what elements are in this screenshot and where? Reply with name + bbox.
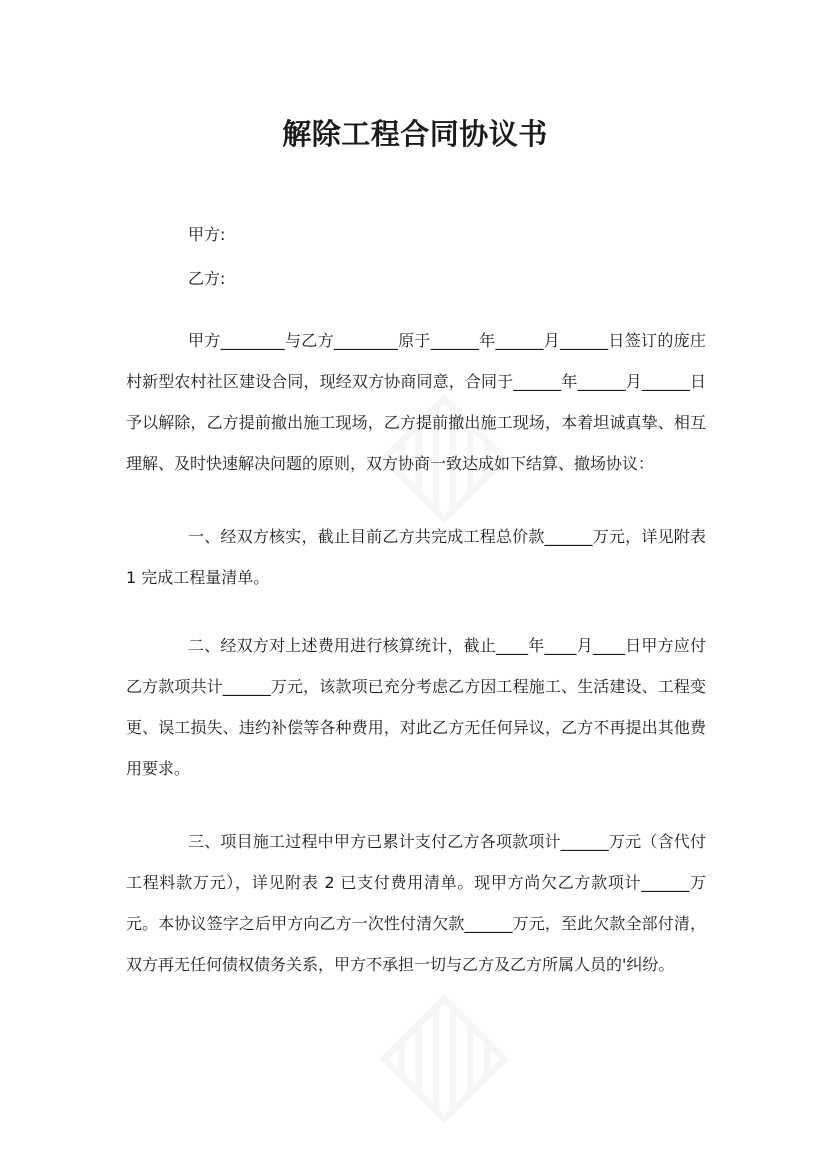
party-b-label: 乙方: [188, 269, 226, 288]
paragraph-intro: 甲方________与乙方________原于______年______月______日签订的庞庄村新型农村社区建设合同，现经双方协商同意，合同于______年______月______日予以解除，乙方提前撤出施工现场，乙方提前撤出施工现场，本着坦诚真挚、相互理解、及时快速解决问题的原则，双方协商一致达成如下结算、撤场协议： [126, 331, 706, 473]
paragraph-clause-3: 三、项目施工过程中甲方已累计支付乙方各项款项计______万元（含代付工程料款万元），详见附表 2 已支付费用清单。现甲方尚欠乙方款项计______万元。本协议签字之后甲方向乙方一次性付清欠款______万元，至此欠款全部付清，双方再无任何债权债务关系，甲方不承担一切与乙方及乙方所属人员的'纠纷。 [126, 832, 706, 974]
party-a-label: 甲方: [188, 225, 226, 244]
document-title: 解除工程合同协议书 [282, 117, 548, 151]
paragraph-clause-1: 一、经双方核实，截止目前乙方共完成工程总价款______万元，详见附表 1 完成工程量清单。 [126, 527, 712, 587]
paragraph-clause-2: 二、经双方对上述费用进行核算统计，截止____年____月____日甲方应付乙方款项共计______万元，该款项已充分考虑乙方因工程施工、生活建设、工程变更、误工损失、违约补偿等各种费用，对此乙方无任何异议，乙方不再提出其他费用要求。 [126, 636, 706, 778]
watermark [349, 957, 533, 1141]
